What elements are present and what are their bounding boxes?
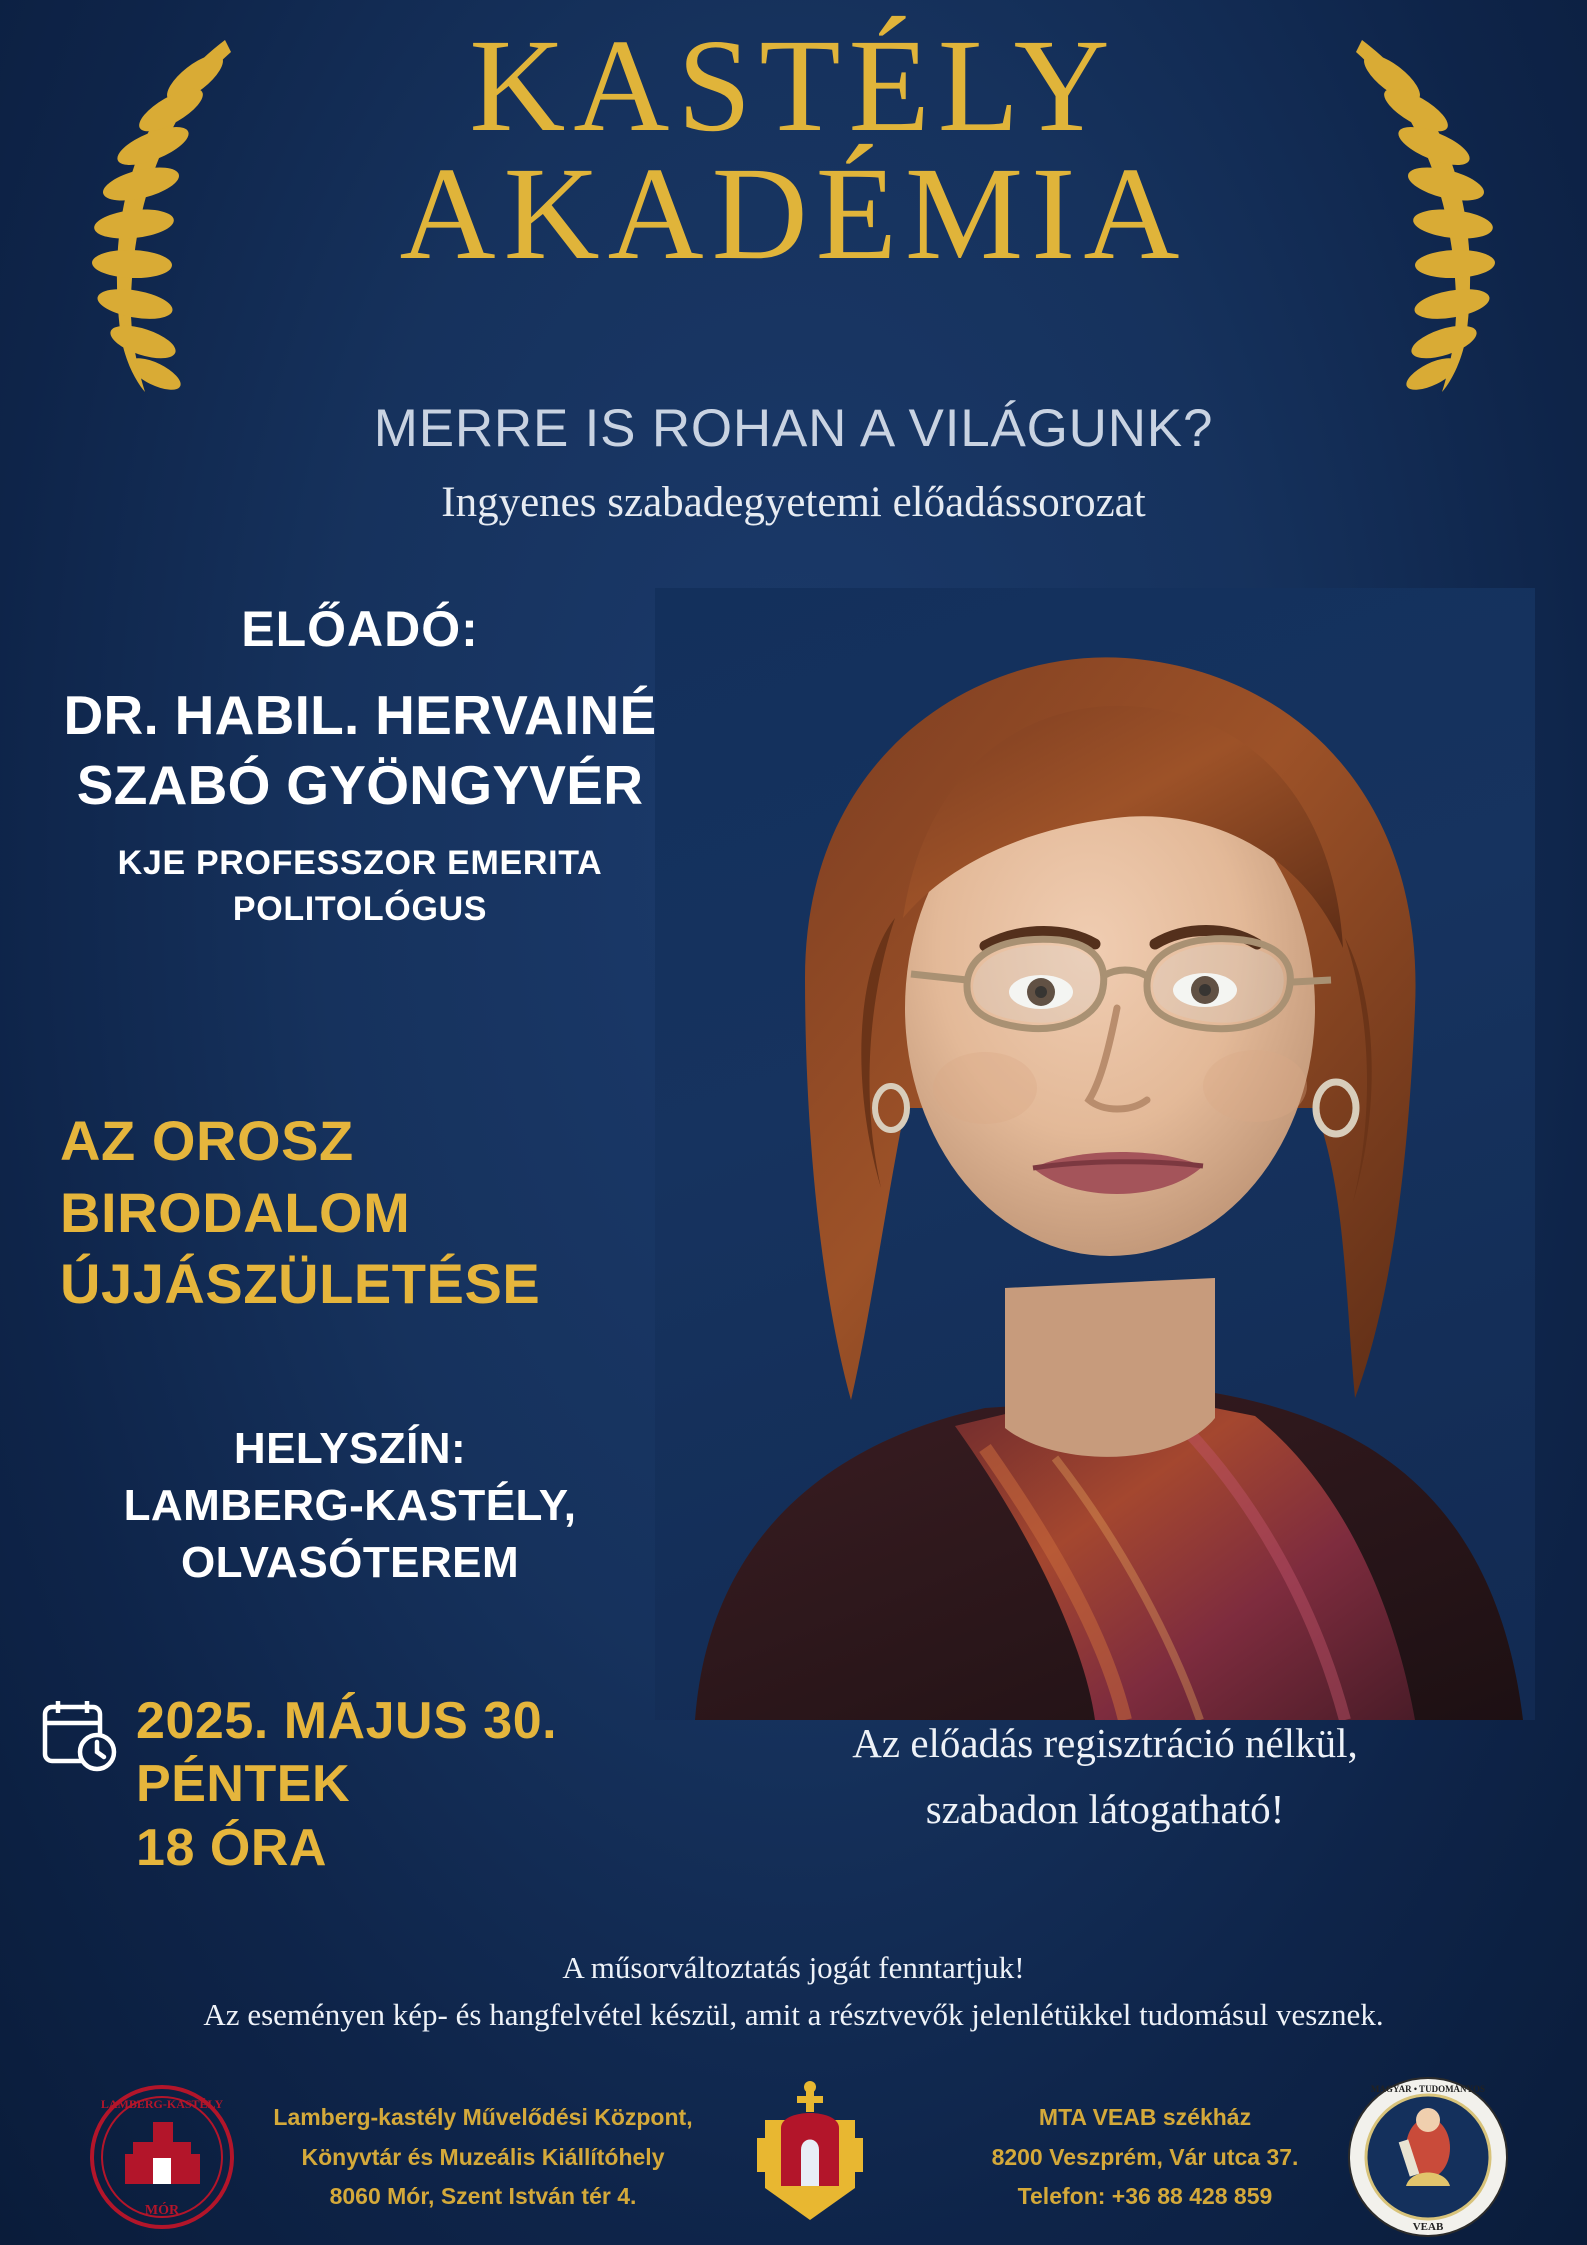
venue-label: HELYSZÍN: (233, 1424, 467, 1473)
disclaimer-line-1: A műsorváltoztatás jogát fenntartjuk! (562, 1950, 1025, 1985)
registration-note-line-1: Az előadás regisztráció nélkül, (852, 1720, 1358, 1766)
veab-academy-logo-icon (1347, 2076, 1509, 2238)
lecture-topic: AZ OROSZ BIRODALOM ÚJJÁSZÜLETÉSE (60, 1109, 541, 1316)
organizer-2-address (930, 2098, 1360, 2217)
organizer-2-line-3: Telefon: +36 88 428 859 (1017, 2183, 1273, 2210)
speaker-role-line-2: POLITOLÓGUS (232, 889, 488, 928)
speaker-block (60, 600, 660, 933)
registration-note (700, 1710, 1510, 1843)
svg-text:MAGYAR • TUDOMÁNYOS: MAGYAR • TUDOMÁNYOS (1370, 2084, 1486, 2094)
organizer-1-line-2: Könyvtár és Muzeális Kiállítóhely (301, 2143, 665, 2170)
venue-line-2: OLVASÓTEREM (180, 1538, 520, 1588)
poster-header (0, 0, 1587, 570)
organizer-1-address (268, 2098, 698, 2217)
poster-footer (0, 2060, 1587, 2245)
speaker-label: ELŐADÓ: (241, 601, 479, 657)
event-date-line-1: 2025. MÁJUS 30. (136, 1692, 558, 1750)
svg-text:VEAB: VEAB (1412, 2221, 1444, 2233)
poster-series-note: Ingyenes szabadegyetemi előadássorozat (441, 479, 1146, 526)
svg-text:MÓR: MÓR (144, 2203, 180, 2218)
event-date-line-3: 18 ÓRA (136, 1818, 327, 1877)
lamberg-kastely-logo-icon (85, 2082, 240, 2232)
organizer-2-line-2: 8200 Veszprém, Vár utca 37. (991, 2143, 1299, 2170)
portrait-illustration (655, 588, 1535, 1720)
event-date-block (40, 1690, 660, 1880)
mor-town-crest-icon (735, 2080, 885, 2235)
registration-note-line-2: szabadon látogatható! (925, 1786, 1285, 1833)
disclaimer-line-2: Az eseményen kép- és hangfelvétel készül, amit a résztvevők jelenlétükkel tudomásul vesznek. (203, 1996, 1384, 2032)
event-date-line-2: PÉNTEK (136, 1755, 351, 1814)
venue-block (60, 1420, 640, 1592)
calendar-clock-icon (40, 1696, 118, 1774)
disclaimer (0, 1945, 1587, 2038)
title-line-1: KASTÉLY (469, 11, 1118, 159)
speaker-role-line-1: KJE PROFESSZOR EMERITA (117, 843, 603, 882)
venue-line-1: LAMBERG-KASTÉLY, (123, 1481, 577, 1531)
organizer-2-line-1: MTA VEAB székház (1038, 2104, 1252, 2130)
poster-subtitle: MERRE IS ROHAN A VILÁGUNK? (373, 399, 1214, 458)
event-date-text (136, 1690, 557, 1880)
svg-text:LAMBERG-KASTÉLY: LAMBERG-KASTÉLY (100, 2097, 224, 2111)
speaker-portrait-image (655, 588, 1535, 1720)
organizer-1-line-1: Lamberg-kastély Művelődési Központ, (273, 2104, 693, 2130)
title-line-2: AKADÉMIA (399, 138, 1188, 287)
organizer-1-line-3: 8060 Mór, Szent István tér 4. (329, 2183, 637, 2210)
speaker-name: DR. HABIL. HERVAINÉ SZABÓ GYÖNGYVÉR (63, 684, 657, 817)
poster-title (0, 11, 1587, 287)
